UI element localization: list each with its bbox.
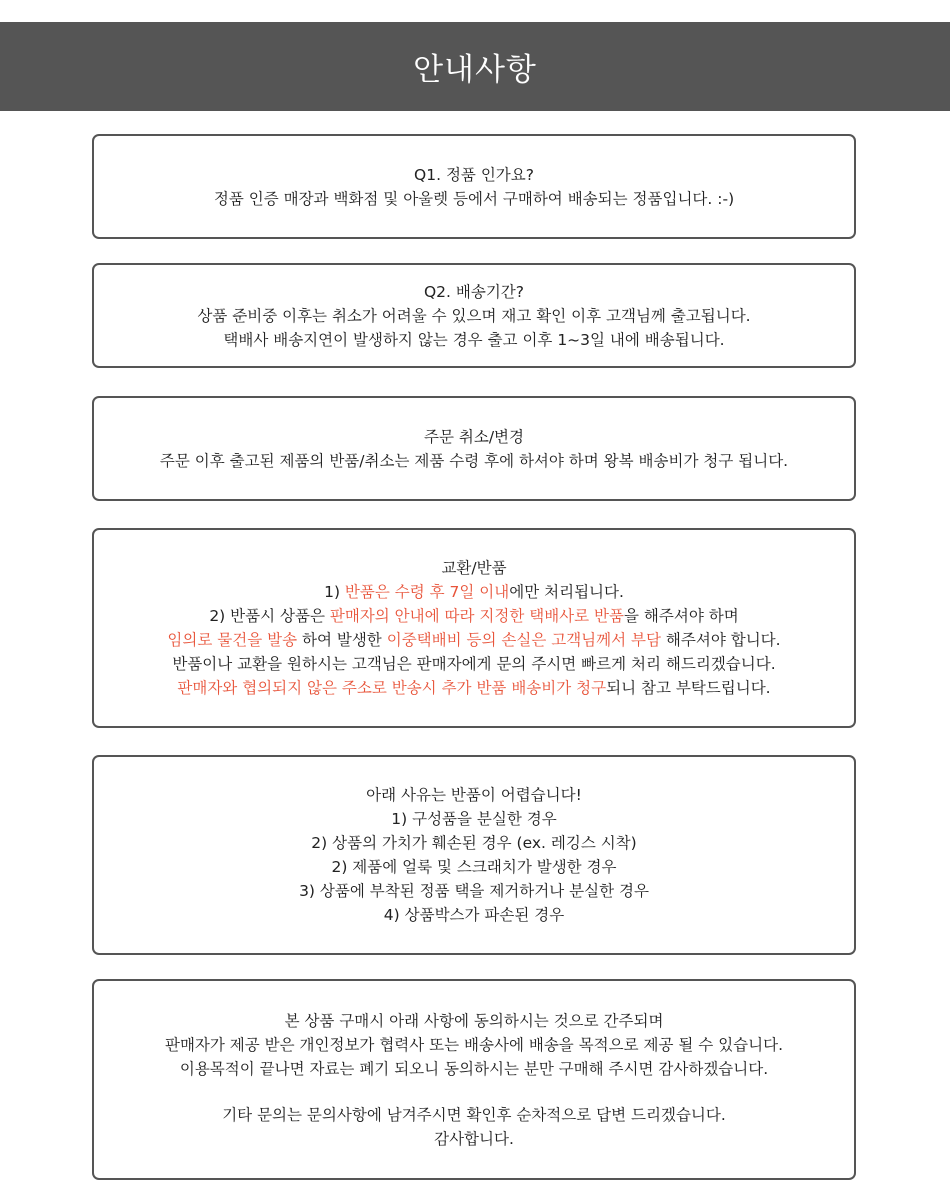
notice-text: 판매자가 제공 받은 개인정보가 협력사 또는 배송사에 배송을 목적으로 제공 될 수 있습니다. xyxy=(164,1035,784,1054)
notice-text: 본 상품 구매시 아래 사항에 동의하시는 것으로 간주되며 xyxy=(284,1011,664,1030)
notice-text: 2) 제품에 얼룩 및 스크래치가 발생한 경우 xyxy=(331,858,617,876)
notice-box-genuine xyxy=(92,134,856,239)
highlight-text: 이중택배비 등의 손실은 고객님께서 부담 xyxy=(386,631,661,649)
page-title: 안내사항 xyxy=(413,52,537,88)
text-segment: 을 해주셔야 하며 xyxy=(624,607,739,625)
highlight-text: 반품은 수령 후 7일 이내 xyxy=(344,583,510,601)
text-segment: 2) 반품시 상품은 xyxy=(209,607,330,625)
text-segment: 해주셔야 합니다. xyxy=(660,631,781,649)
notice-text xyxy=(209,604,738,628)
notice-box-privacy xyxy=(92,979,856,1180)
header-banner xyxy=(0,22,950,111)
notice-text: 택배사 배송지연이 발생하지 않는 경우 출고 이후 1~3일 내에 배송됩니다. xyxy=(223,330,725,349)
notice-text: 2) 상품의 가치가 훼손된 경우 (ex. 레깅스 시착) xyxy=(311,834,637,852)
highlight-text: 임의로 물건을 발송 xyxy=(167,631,298,649)
notice-text: 주문 이후 출고된 제품의 반품/취소는 제품 수령 후에 하셔야 하며 왕복 배송비가 청구 됩니다. xyxy=(159,451,789,470)
notice-box-shipping xyxy=(92,263,856,368)
notice-title: Q1. 정품 인가요? xyxy=(414,165,534,184)
notice-text: 반품이나 교환을 원하시는 고객님은 판매자에게 문의 주시면 빠르게 처리 해드리겠습니다. xyxy=(172,655,776,673)
notice-title: Q2. 배송기간? xyxy=(423,282,525,301)
notice-text: 이용목적이 끝나면 자료는 폐기 되오니 동의하시는 분만 구매해 주시면 감사하겠습니다. xyxy=(179,1059,769,1078)
highlight-text: 판매자와 협의되지 않은 주소로 반송시 추가 반품 배송비가 청구 xyxy=(177,679,607,697)
notice-text: 3) 상품에 부착된 정품 택을 제거하거나 분실한 경우 xyxy=(299,882,649,900)
notice-text: 1) 구성품을 분실한 경우 xyxy=(391,810,557,828)
notice-text xyxy=(167,628,780,652)
highlight-text: 판매자의 안내에 따라 지정한 택배사로 반품 xyxy=(329,607,624,625)
text-segment: 1) xyxy=(324,583,345,601)
text-segment: 에만 처리됩니다. xyxy=(509,583,624,601)
notice-text: 정품 인증 매장과 백화점 및 아울렛 등에서 구매하여 배송되는 정품입니다. :-) xyxy=(213,189,735,208)
text-segment: 하여 발생한 xyxy=(297,631,387,649)
notice-title: 교환/반품 xyxy=(441,559,507,577)
text-segment: 되니 참고 부탁드립니다. xyxy=(606,679,771,697)
notice-box-return-exceptions xyxy=(92,755,856,955)
notice-title: 아래 사유는 반품이 어렵습니다! xyxy=(366,786,582,804)
notice-text: 감사합니다. xyxy=(434,1129,514,1148)
notice-title: 주문 취소/변경 xyxy=(424,427,524,446)
notice-text: 4) 상품박스가 파손된 경우 xyxy=(383,906,565,924)
notice-box-exchange-return xyxy=(92,528,856,728)
notice-text: 상품 준비중 이후는 취소가 어려울 수 있으며 재고 확인 이후 고객님께 출고됩니다. xyxy=(197,306,751,325)
notice-text: 기타 문의는 문의사항에 남겨주시면 확인후 순차적으로 답변 드리겠습니다. xyxy=(222,1105,726,1124)
notice-text xyxy=(177,676,770,700)
notice-box-cancel xyxy=(92,396,856,501)
notice-text xyxy=(324,580,624,604)
